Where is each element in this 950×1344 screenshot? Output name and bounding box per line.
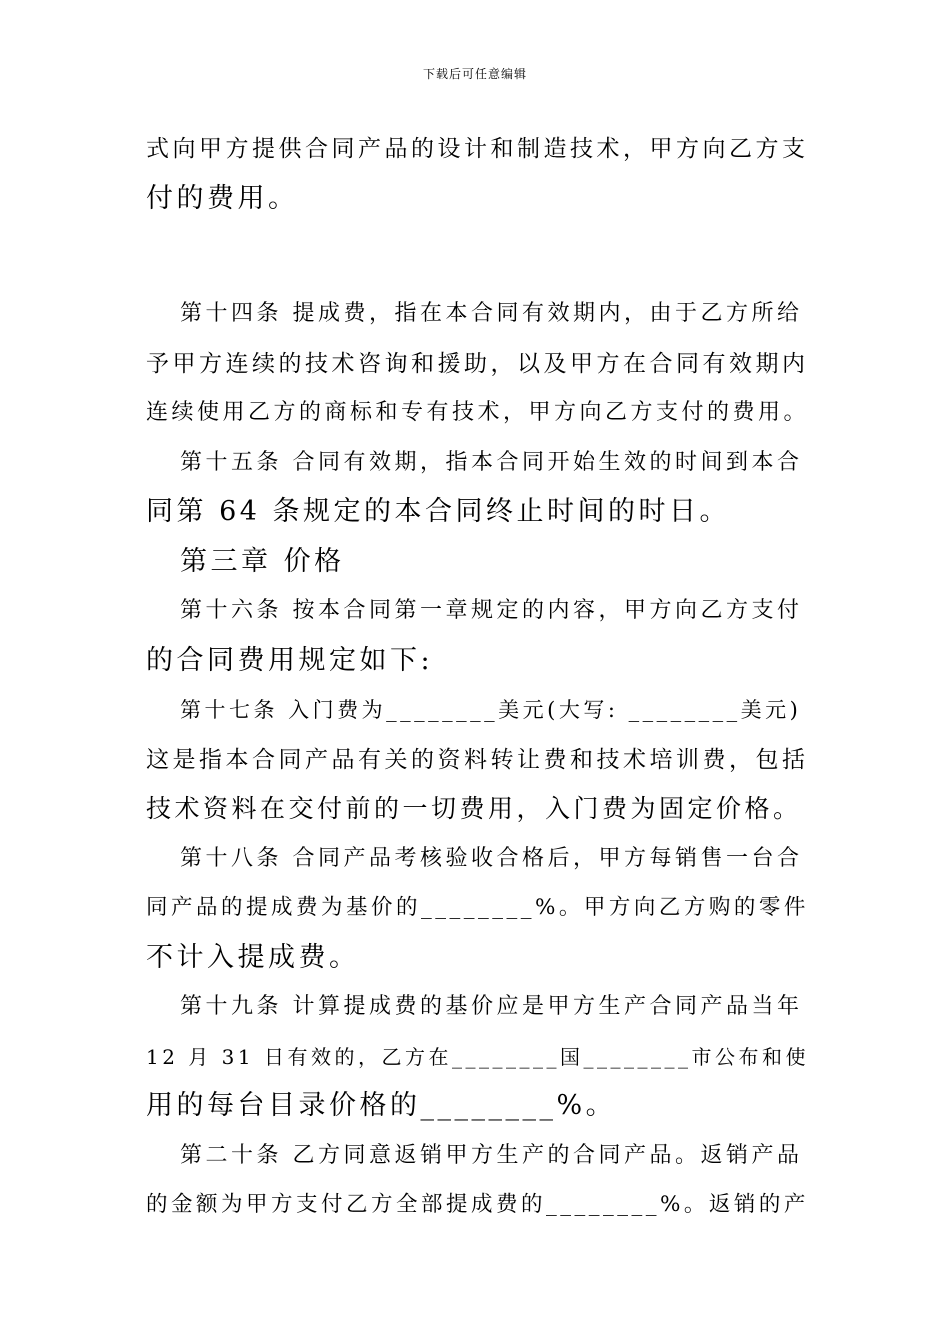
article-19-line: 第十九条 计算提成费的基价应是甲方生产合同产品当年: [180, 994, 803, 1019]
text-line: 式向甲方提供合同产品的设计和制造技术，甲方向乙方支: [146, 136, 809, 162]
chapter-3-heading: 第三章 价格: [180, 545, 345, 577]
text-line: 同产品的提成费为基价的________%。甲方向乙方购的零件: [146, 895, 809, 920]
document-body: [146, 129, 810, 1235]
paragraph-gap: [146, 228, 810, 294]
text-line: 的合同费用规定如下:: [146, 644, 434, 676]
text-line: 的金额为甲方支付乙方全部提成费的________%。返销的产: [146, 1192, 809, 1217]
text-line: 技术资料在交付前的一切费用，入门费为固定价格。: [146, 794, 802, 823]
article-16-line: 第十六条 按本合同第一章规定的内容，甲方向乙方支付: [180, 598, 803, 623]
article-14-line: 第十四条 提成费，指在本合同有效期内，由于乙方所给: [180, 301, 803, 326]
article-15-line: 第十五条 合同有效期，指本合同开始生效的时间到本合: [180, 449, 803, 475]
text-line: 付的费用。: [146, 182, 299, 214]
text-line: 连续使用乙方的商标和专有技术，甲方向乙方支付的费用。: [146, 400, 810, 425]
article-17-line: 第十七条 入门费为________美元(大写: ________美元): [180, 698, 802, 722]
text-line: 予甲方连续的技术咨询和援助，以及甲方在合同有效期内: [146, 350, 809, 377]
text-line: 这是指本合同产品有关的资料转让费和技术培训费，包括: [146, 746, 809, 773]
text-line: 同第 64 条规定的本合同终止时间的时日。: [146, 496, 731, 527]
article-18-line: 第十八条 合同产品考核验收合格后，甲方每销售一台合: [180, 845, 803, 871]
page-header: 下载后可任意编辑: [422, 67, 527, 81]
text-line: 用的每台目录价格的________%。: [146, 1090, 617, 1121]
text-line: 不计入提成费。: [146, 941, 360, 973]
article-20-line: 第二十条 乙方同意返销甲方生产的合同产品。返销产品: [180, 1142, 803, 1168]
text-line: 12 月 31 日有效的，乙方在________国________市公布和使: [146, 1044, 809, 1069]
